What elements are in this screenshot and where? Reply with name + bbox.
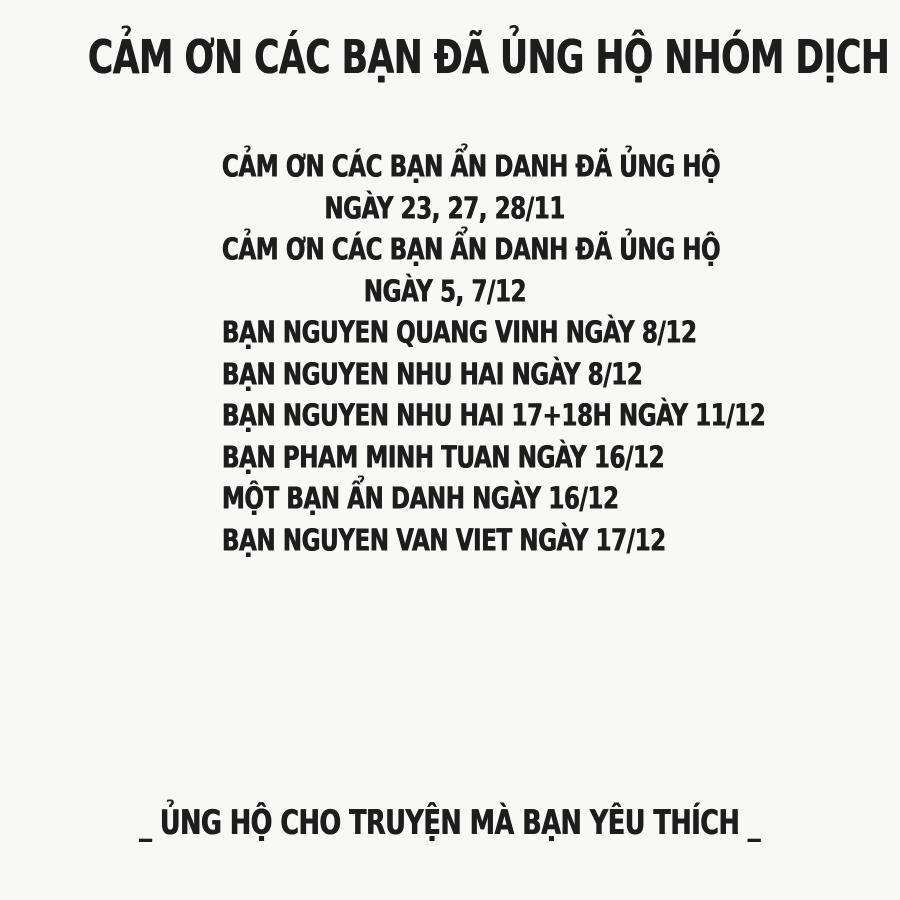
- credit-line-date: [222, 271, 667, 313]
- credit-line: [222, 395, 766, 437]
- credit-line-text: BẠN NGUYEN NHU HAI 17+18H NGÀY 11/12: [222, 397, 766, 434]
- credit-line: [222, 478, 667, 520]
- credit-line-text: CẢM ƠN CÁC BẠN ẨN DANH ĐÃ ỦNG HỘ: [222, 148, 721, 185]
- credit-line-text: BẠN NGUYEN VAN VIET NGÀY 17/12: [222, 522, 666, 558]
- credit-line-text: MỘT BẠN ẨN DANH NGÀY 16/12: [222, 480, 619, 517]
- credit-line-text: BẠN PHAM MINH TUAN NGÀY 16/12: [222, 439, 665, 475]
- footer-slogan: _ ỦNG HỘ CHO TRUYỆN MÀ BẠN YÊU THÍCH _: [139, 804, 761, 843]
- credit-line-text: CẢM ƠN CÁC BẠN ẨN DANH ĐÃ ỦNG HỘ: [222, 231, 721, 268]
- credit-line: [222, 354, 667, 396]
- credit-line-text: BẠN NGUYEN NHU HAI NGÀY 8/12: [222, 356, 643, 392]
- credit-line: [222, 312, 697, 354]
- credit-line: [222, 146, 721, 188]
- page-title: CẢM ƠN CÁC BẠN ĐÃ ỦNG HỘ NHÓM DỊCH: [87, 30, 890, 84]
- credit-line: [222, 437, 667, 479]
- credits-list: [222, 146, 766, 561]
- credit-line: [222, 520, 667, 562]
- credit-line-text: NGÀY 5, 7/12: [363, 273, 526, 309]
- credit-line-text: BẠN NGUYEN QUANG VINH NGÀY 8/12: [222, 314, 697, 351]
- page-title-row: [0, 30, 900, 84]
- credit-line-text: NGÀY 23, 27, 28/11: [324, 190, 565, 226]
- credit-line: [222, 229, 721, 271]
- credit-line-date: [222, 188, 667, 230]
- footer-row: [0, 804, 900, 843]
